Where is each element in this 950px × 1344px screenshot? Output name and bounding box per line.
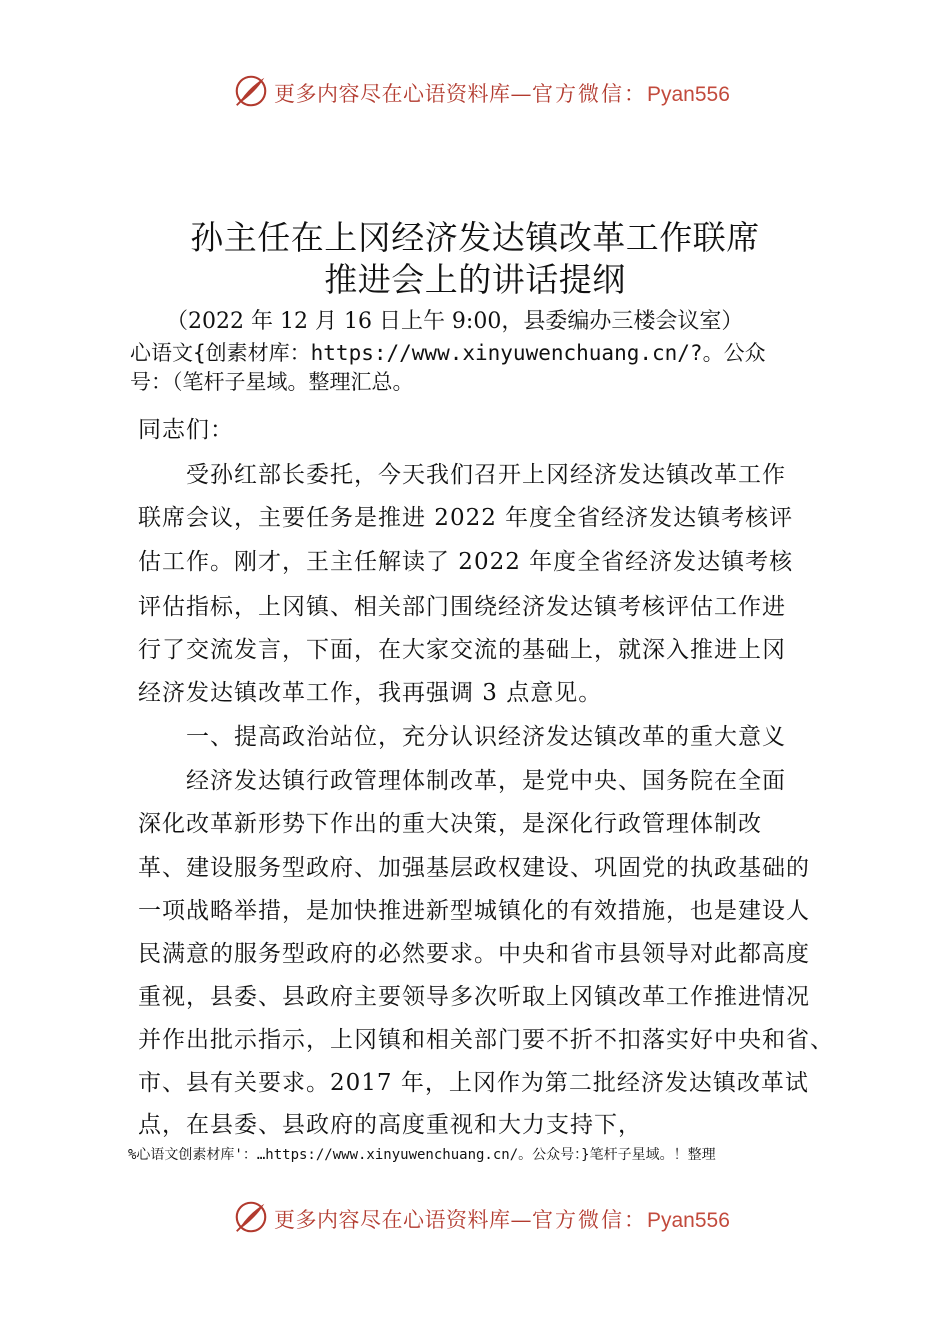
body-line: 点，在县委、县政府的高度重视和大力支持下， [138,1112,642,1138]
banner-text [274,78,730,108]
salutation: 同志们： [138,417,234,443]
footer-banner [0,1196,950,1240]
body-line: 估工作。刚才，王主任解读了 2022 年度全省经济发达镇考核 [138,549,794,575]
source-note-line-2: 号：（笔杆子星域。整理汇总。 [130,370,414,394]
footer-source-note: %心语文创素材库'：…https://www.xinyuwenchuang.cn/。公众号：}笔杆子星域。！整理 [128,1147,716,1163]
quill-logo-icon [232,72,270,110]
meeting-info: （2022 年 12 月 16 日上午 9:00，县委编办三楼会议室） [166,309,744,334]
banner-title: 更多内容尽在心语资料库 [274,82,511,106]
quill-logo-icon [232,1198,270,1236]
banner-separator: — [510,82,532,106]
body-line: 一项战略举措，是加快推进新型城镇化的有效措施，也是建设人 [138,898,810,924]
body-line: 深化改革新形势下作出的重大决策，是深化行政管理体制改 [138,811,762,837]
body-line: 受孙红部长委托，今天我们召开上冈经济发达镇改革工作 [186,462,786,488]
document-title-line-1: 孙主任在上冈经济发达镇改革工作联席 [190,218,760,257]
body-line: 重视，县委、县政府主要领导多次听取上冈镇改革工作推进情况 [138,984,810,1010]
body-line: 市、县有关要求。2017 年，上冈作为第二批经济发达镇改革试 [138,1070,809,1096]
banner-wechat-label: 官方微信： [532,82,647,106]
source-note-line-1: 心语文{创素材库：https://www.xinyuwenchuang.cn/?。公众 [130,341,766,365]
banner-wechat-id: Pyan556 [647,83,730,106]
document-title-line-2: 推进会上的讲话提纲 [324,260,626,299]
banner-wechat-id: Pyan556 [647,1209,730,1232]
body-line: 联席会议，主要任务是推进 2022 年度全省经济发达镇考核评 [138,505,794,531]
section-heading: 一、提高政治站位，充分认识经济发达镇改革的重大意义 [186,724,786,750]
header-banner [0,70,950,114]
banner-text [274,1204,730,1234]
banner-title: 更多内容尽在心语资料库 [274,1208,511,1232]
body-line: 评估指标，上冈镇、相关部门围绕经济发达镇考核评估工作进 [138,594,786,620]
body-line: 并作出批示指示，上冈镇和相关部门要不折不扣落实好中央和省、 [138,1027,834,1053]
body-line: 革、建设服务型政府、加强基层政权建设、巩固党的执政基础的 [138,855,810,881]
banner-wechat-label: 官方微信： [532,1208,647,1232]
banner-separator: — [510,1208,532,1232]
body-line: 经济发达镇改革工作，我再强调 3 点意见。 [138,680,603,706]
body-line: 经济发达镇行政管理体制改革，是党中央、国务院在全面 [186,768,786,794]
body-line: 行了交流发言，下面，在大家交流的基础上，就深入推进上冈 [138,637,786,663]
body-line: 民满意的服务型政府的必然要求。中央和省市县领导对此都高度 [138,941,810,967]
